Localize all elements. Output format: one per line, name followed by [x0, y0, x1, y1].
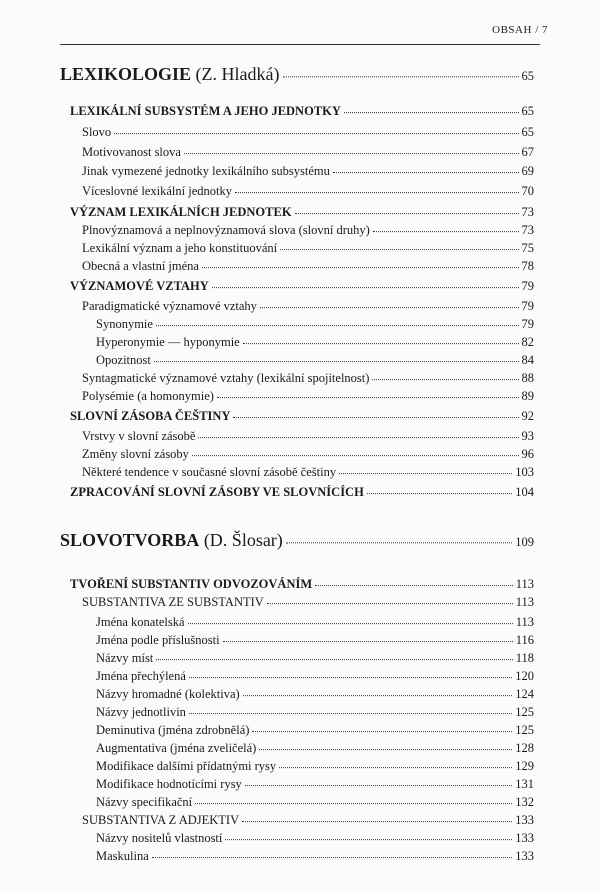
page-number: 132 [515, 795, 534, 809]
entry-title: Změny slovní zásoby [82, 447, 189, 461]
page-number: 116 [515, 633, 534, 647]
entry-title: Vrstvy v slovní zásobě [82, 429, 196, 443]
toc-entry [82, 371, 534, 386]
entry-title: VÝZNAMOVÉ VZTAHY [70, 279, 209, 293]
leader-dots [295, 204, 519, 214]
leader-dots [235, 183, 519, 193]
entry-title: Plnovýznamová a neplnovýznamová slova (slovní druhy) [82, 223, 370, 237]
toc-entry [70, 279, 534, 294]
entry-title: Názvy jednotlivin [96, 705, 186, 719]
leader-dots [373, 222, 519, 232]
page-number: 113 [515, 595, 534, 609]
toc-entry [82, 145, 534, 160]
leader-dots [245, 776, 512, 786]
page-number: 70 [521, 184, 534, 198]
leader-dots [189, 704, 512, 714]
entry-title: Lexikální význam a jeho konstituování [82, 241, 278, 255]
page-number: 78 [521, 259, 534, 273]
page-number: 65 [521, 125, 534, 139]
entry-title: Modifikace hodnotícími rysy [96, 777, 242, 791]
page-number: 120 [515, 669, 534, 683]
page-number: 65 [521, 69, 534, 83]
leader-dots [372, 370, 518, 380]
entry-title: Synonymie [96, 317, 153, 331]
chapter-entry-slovotvorba [60, 530, 534, 551]
page-number: 79 [521, 279, 534, 293]
toc-entry [96, 705, 534, 720]
toc-entry [82, 389, 534, 404]
chapter-title: LEXIKOLOGIE (Z. Hladká) [60, 64, 280, 84]
leader-dots [189, 668, 512, 678]
page-number: 124 [515, 687, 534, 701]
entry-title: SUBSTANTIVA Z ADJEKTIV [82, 813, 240, 827]
page-number: 113 [515, 615, 534, 629]
page-number: 69 [521, 164, 534, 178]
leader-dots [260, 298, 519, 308]
entry-title: Jména podle příslušnosti [96, 633, 220, 647]
entry-title: Augmentativa (jména zveličelá) [96, 741, 257, 755]
entry-title: Slovo [82, 125, 112, 139]
leader-dots [252, 722, 512, 732]
toc-entry [96, 353, 534, 368]
leader-dots [217, 388, 519, 398]
toc-entry [96, 831, 534, 846]
entry-title: Motivovanost slova [82, 145, 181, 159]
leader-dots [156, 316, 519, 326]
entry-title: Deminutiva (jména zdrobnělá) [96, 723, 250, 737]
leader-dots [195, 794, 512, 804]
leader-dots [212, 278, 519, 288]
chapter-title: SLOVOTVORBA (D. Šlosar) [60, 530, 283, 550]
page-number: 118 [515, 651, 534, 665]
toc-entry [96, 777, 534, 792]
leader-dots [344, 103, 519, 113]
leader-dots [279, 758, 512, 768]
toc-entry [82, 164, 534, 179]
toc-entry [82, 299, 534, 314]
toc-entry [70, 104, 534, 119]
page-number: 73 [521, 205, 534, 219]
running-header: OBSAH / 7 [492, 24, 548, 36]
leader-dots [114, 124, 518, 134]
toc-entry [96, 633, 534, 648]
toc-entry [70, 485, 534, 500]
entry-title: Názvy hromadné (kolektiva) [96, 687, 240, 701]
page-number: 96 [521, 447, 534, 461]
entry-title: VÝZNAM LEXIKÁLNÍCH JEDNOTEK [70, 205, 292, 219]
page-number: 79 [521, 317, 534, 331]
entry-title: Názvy míst [96, 651, 154, 665]
page-number: 88 [521, 371, 534, 385]
page-number: 73 [521, 223, 534, 237]
entry-title: Hyperonymie — hyponymie [96, 335, 240, 349]
entry-title: SLOVNÍ ZÁSOBA ČEŠTINY [70, 409, 231, 423]
entry-title: LEXIKÁLNÍ SUBSYSTÉM A JEHO JEDNOTKY [70, 104, 341, 118]
page-number: 65 [521, 104, 534, 118]
toc-entry [70, 577, 534, 592]
header-rule [60, 44, 540, 45]
page-number: 128 [515, 741, 534, 755]
entry-title: Jinak vymezené jednotky lexikálního subsystému [82, 164, 330, 178]
toc-entry [82, 184, 534, 199]
page-number: 125 [515, 705, 534, 719]
entry-title: Maskulina [96, 849, 149, 863]
leader-dots [202, 258, 519, 268]
leader-dots [286, 529, 512, 544]
page-number: 133 [515, 831, 534, 845]
leader-dots [280, 240, 518, 250]
entry-title: Modifikace dalšími přídatnými rysy [96, 759, 277, 773]
page-number: 131 [515, 777, 534, 791]
page-number: 113 [515, 577, 534, 591]
leader-dots [233, 408, 518, 418]
toc-entry [96, 741, 534, 756]
entry-title: Paradigmatické významové vztahy [82, 299, 257, 313]
leader-dots [243, 686, 513, 696]
page-number: 109 [515, 535, 534, 549]
leader-dots [184, 144, 519, 154]
toc-entry [96, 723, 534, 738]
page-number: 93 [521, 429, 534, 443]
entry-title: Názvy specifikační [96, 795, 193, 809]
toc-entry [96, 317, 534, 332]
toc-entry [82, 241, 534, 256]
entry-title: Názvy nositelů vlastností [96, 831, 223, 845]
page-number: 92 [521, 409, 534, 423]
leader-dots [315, 576, 513, 586]
leader-dots [188, 614, 513, 624]
toc-entry [96, 849, 534, 864]
toc-entry [96, 669, 534, 684]
leader-dots [339, 464, 512, 474]
toc-entry [82, 125, 534, 140]
leader-dots [154, 352, 519, 362]
entry-title: SUBSTANTIVA ZE SUBSTANTIV [82, 595, 264, 609]
leader-dots [333, 163, 519, 173]
page-number: 67 [521, 145, 534, 159]
leader-dots [283, 63, 519, 78]
page-number: 133 [515, 813, 534, 827]
entry-title: Polysémie (a homonymie) [82, 389, 214, 403]
toc-entry [96, 759, 534, 774]
entry-title: Jména konatelská [96, 615, 185, 629]
leader-dots [367, 484, 512, 494]
leader-dots [198, 428, 518, 438]
toc-entry [82, 595, 534, 610]
entry-title: Opozitnost [96, 353, 151, 367]
leader-dots [242, 812, 512, 822]
page-number: 125 [515, 723, 534, 737]
toc-entry [70, 205, 534, 220]
leader-dots [156, 650, 512, 660]
leader-dots [192, 446, 519, 456]
toc-entry [82, 429, 534, 444]
toc-entry [70, 409, 534, 424]
entry-title: Syntagmatické významové vztahy (lexikální spojitelnost) [82, 371, 370, 385]
toc-entry [96, 687, 534, 702]
page-number: 103 [515, 465, 534, 479]
leader-dots [243, 334, 519, 344]
toc-entry [82, 813, 534, 828]
page-number: 133 [515, 849, 534, 863]
leader-dots [259, 740, 512, 750]
page-number: 79 [521, 299, 534, 313]
page-number: 104 [515, 485, 534, 499]
entry-title: Obecná a vlastní jména [82, 259, 199, 273]
toc-entry [96, 795, 534, 810]
leader-dots [152, 848, 512, 858]
leader-dots [223, 632, 513, 642]
toc-entry [82, 259, 534, 274]
page-number: 84 [521, 353, 534, 367]
entry-title: Některé tendence v současné slovní zásobě češtiny [82, 465, 337, 479]
page-number: 75 [521, 241, 534, 255]
toc-entry [96, 651, 534, 666]
toc-entry [96, 335, 534, 350]
entry-title: ZPRACOVÁNÍ SLOVNÍ ZÁSOBY VE SLOVNÍCÍCH [70, 485, 364, 499]
entry-title: Víceslovné lexikální jednotky [82, 184, 232, 198]
toc-entry [82, 223, 534, 238]
leader-dots [267, 594, 513, 604]
page-number: 82 [521, 335, 534, 349]
toc-entry [82, 465, 534, 480]
toc-entry [82, 447, 534, 462]
page-number: 129 [515, 759, 534, 773]
leader-dots [225, 830, 512, 840]
entry-title: TVOŘENÍ SUBSTANTIV ODVOZOVÁNÍM [70, 577, 313, 591]
chapter-entry-lexikologie [60, 64, 534, 85]
toc-entry [96, 615, 534, 630]
entry-title: Jména přechýlená [96, 669, 186, 683]
page-number: 89 [521, 389, 534, 403]
